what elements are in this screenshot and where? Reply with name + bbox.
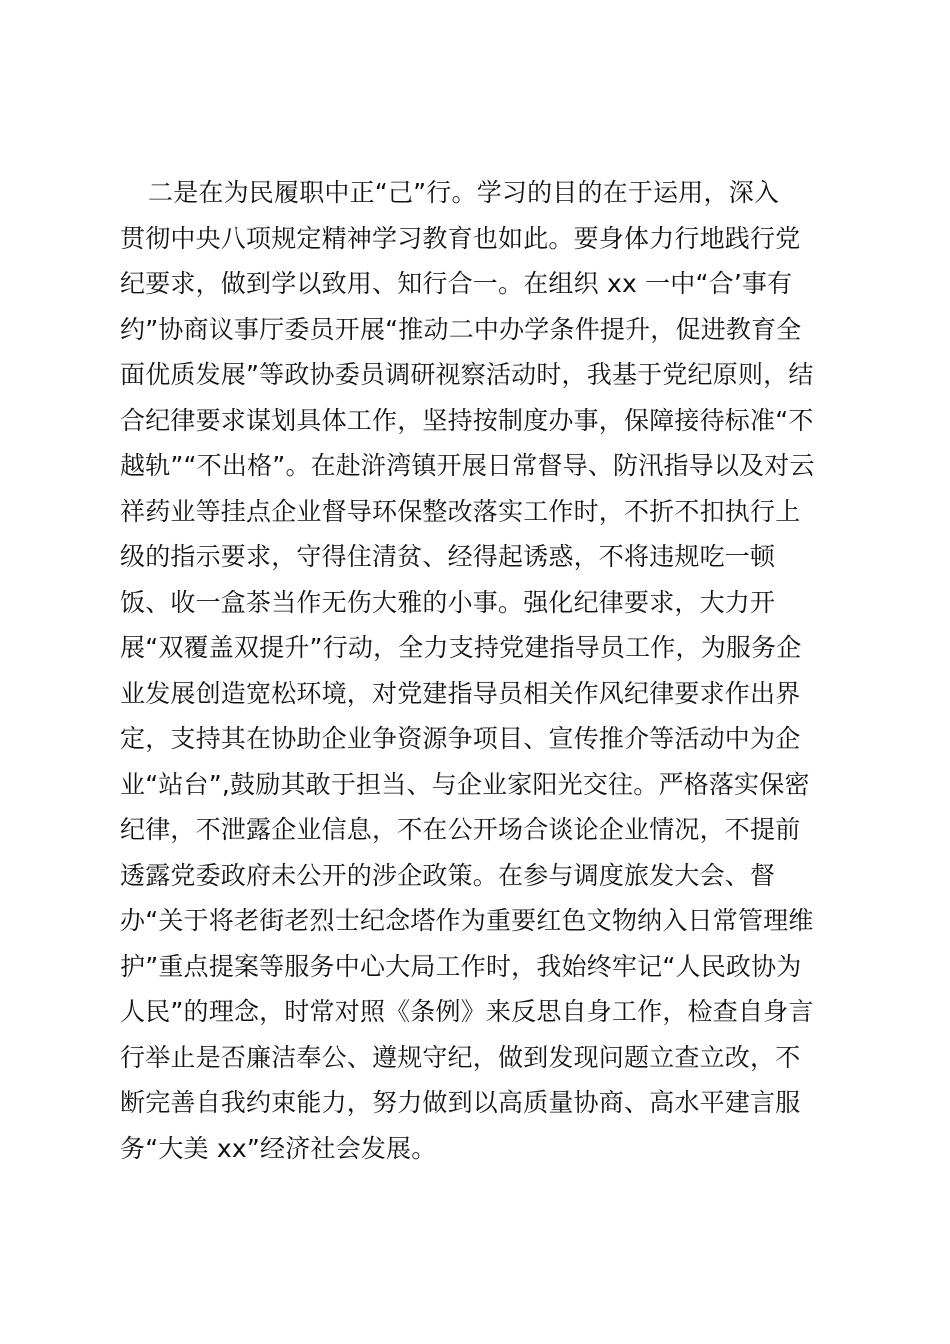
paragraph-line: 断完善自我约束能力，努力做到以高质量协商、高水平建言服 <box>120 1088 801 1117</box>
paragraph-line: 纪要求，做到学以致用、知行合一。在组织 xx 一中“合’事有 <box>120 269 793 298</box>
paragraph-line: 贯彻中央八项规定精神学习教育也如此。要身体力行地践行党 <box>120 223 801 253</box>
paragraph-line: 合纪律要求谋划具体工作，坚持按制度办事，保障接待标准“不 <box>120 405 814 435</box>
paragraph-line: 办“关于将老街老烈士纪念塔作为重要红色文物纳入日常管理维 <box>120 906 814 935</box>
paragraph-line: 展“双覆盖双提升”行动，全力支持党建指导员工作，为服务企 <box>120 633 802 662</box>
paragraph-line: 人民”的理念，时常对照《条例》来反思自身工作，检查自身言 <box>120 997 814 1026</box>
paragraph-line: 纪律，不泄露企业信息，不在公开场合谈论企业情况，不提前 <box>120 815 801 844</box>
paragraph-line: 二是在为民履职中正“己”行。学习的目的在于运用，深入 <box>148 178 780 207</box>
document-paragraph <box>120 170 832 1171</box>
paragraph-line: 行举止是否廉洁奉公、遵规守纪，做到发现问题立查立改，不 <box>120 1042 801 1072</box>
paragraph-line: 饭、收一盒茶当作无伤大雅的小事。强化纪律要求，大力开 <box>120 587 776 617</box>
paragraph-line: 祥药业等挂点企业督导环保整改落实工作时，不折不扣执行上 <box>120 496 801 526</box>
paragraph-line: 级的指示要求，守得住清贫、经得起诱惑，不将违规吃一顿 <box>120 542 776 571</box>
paragraph-line: 面优质发展”等政协委员调研视察活动时，我基于党纪原则，结 <box>120 360 814 389</box>
paragraph-line: 务“大美 xx”经济社会发展。 <box>120 1133 437 1163</box>
paragraph-line: 透露党委政府未公开的涉企政策。在参与调度旅发大会、督 <box>120 860 776 890</box>
paragraph-line: 定，支持其在协助企业争资源争项目、宣传推介等活动中为企 <box>120 724 801 753</box>
paragraph-line: 越轨”“不出格”。在赴浒湾镇开展日常督导、防汛指导以及对云 <box>120 451 815 480</box>
paragraph-line: 约”协商议事厅委员开展“推动二中办学条件提升，促进教育全 <box>120 314 802 344</box>
paragraph-line: 业发展创造宽松环境，对党建指导员相关作风纪律要求作出界 <box>120 678 801 708</box>
paragraph-line: 业“站台”,鼓励其敢于担当、与企业家阳光交往。严格落实保密 <box>120 769 810 799</box>
paragraph-line: 护”重点提案等服务中心大局工作时，我始终牢记“人民政协为 <box>120 951 802 981</box>
